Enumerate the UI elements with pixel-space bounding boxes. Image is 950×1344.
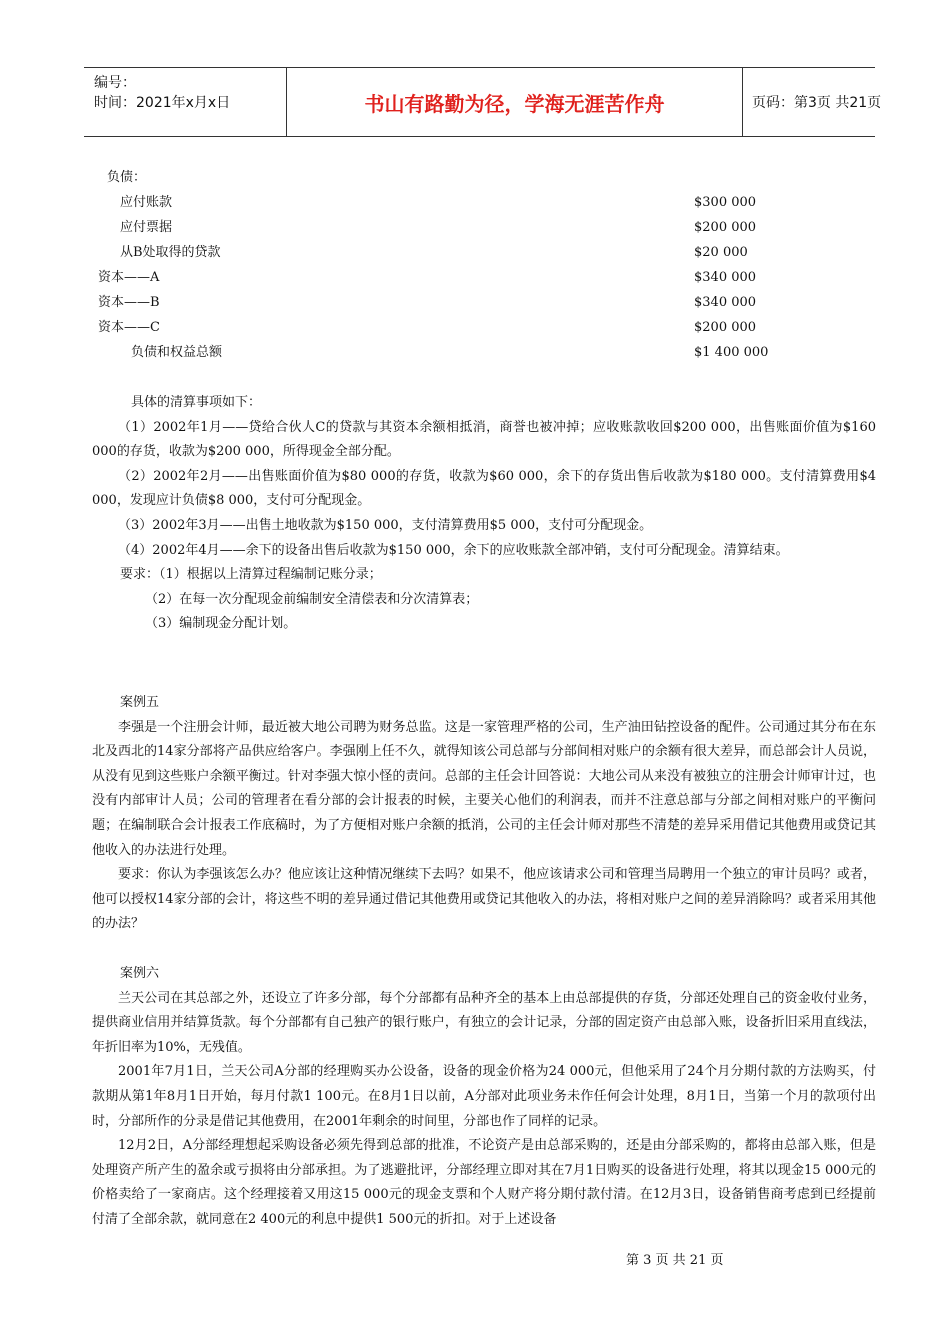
requirement-line: 要求：（1）根据以上清算过程编制记账分录；	[120, 567, 382, 583]
balance-row-amount: $200 000	[694, 320, 757, 335]
balance-row-label: 资本——A	[98, 270, 160, 285]
requirement-line: （3）编制现金分配计划。	[145, 616, 297, 632]
case5-title: 案例五	[120, 695, 160, 710]
balance-row-label: 资本——B	[98, 295, 160, 310]
balance-row-label: 从B处取得的贷款	[120, 245, 221, 260]
balance-row-amount: $20 000	[694, 245, 748, 260]
balance-row-amount: $300 000	[694, 195, 757, 210]
balance-row-label: 应付票据	[120, 220, 173, 235]
case5-section	[92, 691, 876, 937]
liquidation-item: （4）2002年4月——余下的设备出售后收款为$150 000，余下的应收账款全部冲销，支付可分配现金。清算结束。	[118, 542, 789, 558]
case6-title: 案例六	[120, 966, 160, 981]
case6-paragraph: 2001年7月1日，兰天公司A分部的经理购买办公设备，设备的现金价格为24 000元，但他采用了24个月分期付款的方法购买，付款期从第1年8月1日开始，每月付款1 100元。在8月1日以前，A分部对此项业务未作任何会计处理，8月1日，当第一个月的款项付出时，分部所作的分录是借记其他费用，在2001年剩余的时间里，分部也作了同样的记录。	[92, 1064, 876, 1129]
header-meta-cell	[84, 68, 286, 136]
balance-total-amount: $1 400 000	[694, 345, 769, 360]
requirement-line: （2）在每一次分配现金前编制安全清偿表和分次清算表；	[145, 591, 479, 607]
liquidation-item: （1）2002年1月——贷给合伙人C的贷款与其资本余额相抵消，商誉也被冲掉；应收账款收回$200 000，出售账面价值为$160 000的存货，收款为$200 000，所得现金全部分配。	[92, 419, 876, 460]
balance-row-amount: $340 000	[694, 295, 757, 310]
page-header	[84, 67, 882, 137]
liabilities-heading: 负债：	[107, 170, 147, 185]
document-number-label: 编号：	[94, 75, 136, 91]
liquidation-item: （3）2002年3月——出售土地收款为$150 000，支付清算费用$5 000，支付可分配现金。	[118, 517, 653, 533]
liquidation-item: （2）2002年2月——出售账面价值为$80 000的存货，收款为$60 000，余下的存货出售后收款为$180 000。支付清算费用$4 000，发现应计负债$8 000，支付可分配现金。	[92, 468, 876, 509]
document-time-label: 时间：2021年x月x日	[94, 95, 231, 111]
liquidation-section	[92, 391, 876, 637]
case5-requirement: 要求：你认为李强该怎么办？他应该让这种情况继续下去吗？如果不，他应该请求公司和管理当局聘用一个独立的审计员吗？或者，他可以授权14家分部的会计，将这些不明的差异通过借记其他费用或贷记其他收入的办法，将相对账户之间的差异消除吗？或者采用其他的办法？	[92, 867, 876, 932]
balance-row-label: 资本——C	[98, 320, 160, 335]
balance-total-label: 负债和权益总额	[131, 345, 223, 360]
balance-row-label: 应付账款	[120, 195, 173, 210]
case6-section	[92, 962, 876, 1233]
header-page-indicator: 页码：第3页 共21页	[752, 95, 882, 111]
balance-row-amount: $340 000	[694, 270, 757, 285]
liquidation-intro: 具体的清算事项如下：	[131, 395, 262, 410]
case6-paragraph: 兰天公司在其总部之外，还设立了许多分部，每个分部都有品种齐全的基本上由总部提供的存货，分部还处理自己的资金收付业务，提供商业信用并结算货款。每个分部都有自己独产的银行账户，有独立的会计记录，分部的固定资产由总部入账，设备折旧采用直线法，年折旧率为10%，无残值。	[92, 990, 876, 1055]
balance-row-amount: $200 000	[694, 220, 757, 235]
case5-paragraph: 李强是一个注册会计师，最近被大地公司聘为财务总监。这是一家管理严格的公司，生产油田钻控设备的配件。公司通过其分布在东北及西北的14家分部将产品供应给客户。李强刚上任不久，就得知该公司总部与分部间相对账户的余额有很大差异，而总部会计人员说，从没有见到这些账户余额平衡过。针对李强大惊小怪的责问。总部的主任会计回答说：大地公司从来没有被独立的注册会计师审计过，也没有内部审计人员；公司的管理者在看分部的会计报表的时候，主要关心他们的利润表，而并不注意总部与分部之间相对账户的平衡问题；在编制联合会计报表工作底稿时，为了方便相对账户余额的抵消，公司的主任会计师对那些不清楚的差异采用借记其他费用或贷记其他收入的办法进行处理。	[92, 719, 876, 858]
case6-paragraph: 12月2日，A分部经理想起采购设备必须先得到总部的批准，不论资产是由总部采购的，还是由分部采购的，都将由总部入账，但是处理资产所产生的盈余或亏损将由分部承担。为了逃避批评，分部经理立即对其在7月1日购买的设备进行处理，将其以现金15 000元的价格卖给了一家商店。这个经理接着又用这15 000元的现金支票和个人财产将分期付款付清。在12月3日，设备销售商考虑到已经提前付清了全部余款，就同意在2 400元的利息中提供1 500元的折扣。对于上述设备	[92, 1138, 876, 1227]
header-motto: 书山有路勤为径，学海无涯苦作舟	[286, 68, 743, 136]
page-footer: 第 3 页 共 21 页	[626, 1253, 724, 1268]
